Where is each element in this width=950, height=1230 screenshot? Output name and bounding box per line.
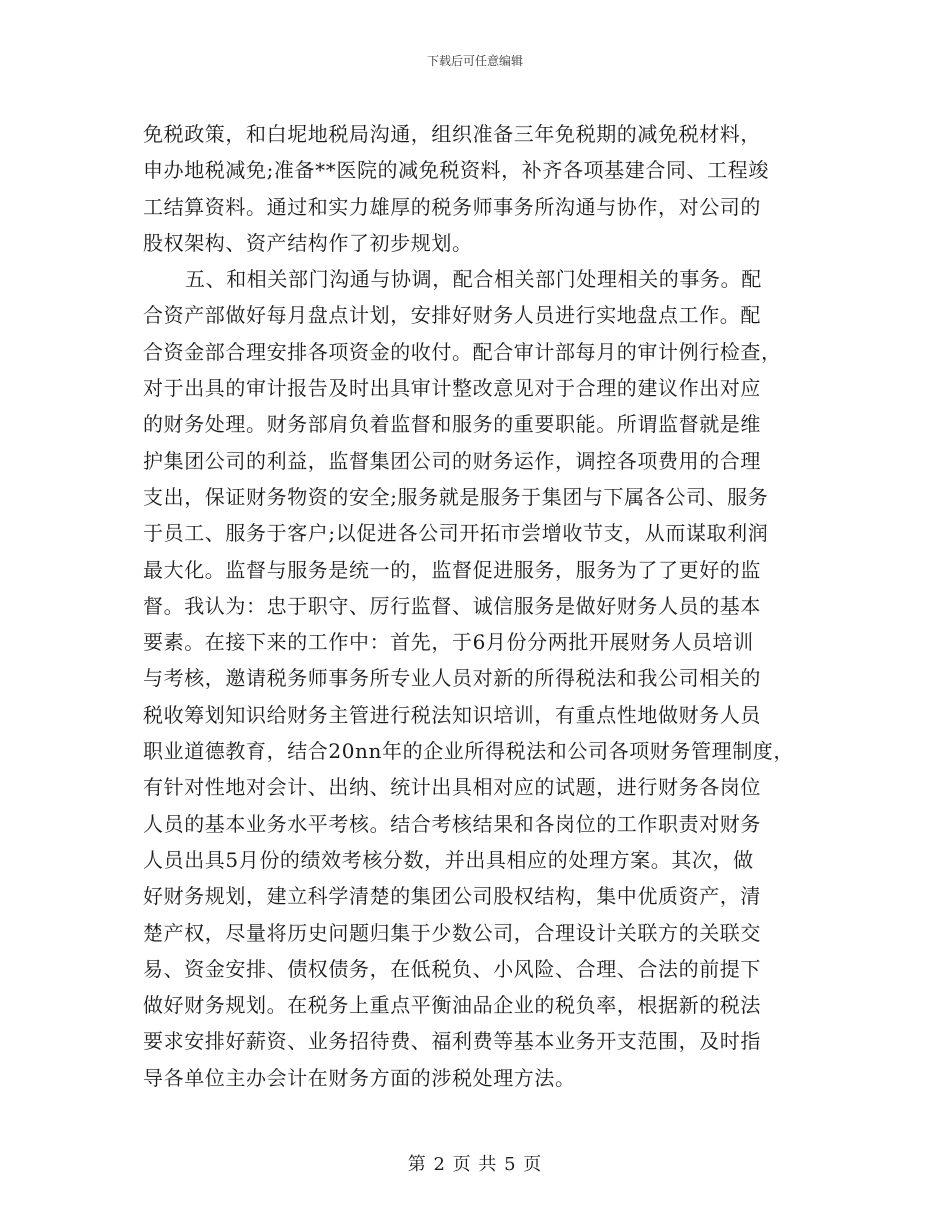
text-line: 人员的基本业务水平考核。结合考核结果和各岗位的工作职责对财务 <box>143 811 761 836</box>
text-line: 的财务处理。财务部肩负着监督和服务的重要职能。所谓监督就是维 <box>143 412 761 437</box>
text-line: 申办地税减免;准备**医院的减免税资料，补齐各项基建合同、工程竣 <box>143 158 769 183</box>
text-line: 有针对性地对会计、出纳、统计出具相对应的试题，进行财务各岗位 <box>143 775 761 800</box>
text-line: 要素。在接下来的工作中：首先，于6月份分两批开展财务人员培训 <box>143 630 754 655</box>
text-line: 支出，保证财务物资的安全;服务就是服务于集团与下属各公司、服务 <box>143 484 769 509</box>
text-line: 督。我认为：忠于职守、厉行监督、诚信服务是做好财务人员的基本 <box>143 593 761 618</box>
text-line: 人员出具5月份的绩效考核分数，并出具相应的处理方案。其次，做 <box>143 847 754 872</box>
page-number: 第 2 页 共 5 页 <box>407 1154 543 1175</box>
text-line: 与考核，邀请税务师事务所专业人员对新的所得税法和我公司相关的 <box>143 666 761 691</box>
text-line: 税收筹划知识给财务主管进行税法知识培训，有重点性地做财务人员 <box>143 702 761 727</box>
document-body <box>143 116 808 1096</box>
text-line: 合资金部合理安排各项资金的收付。配合审计部每月的审计例行检查， <box>143 339 782 364</box>
text-line: 易、资金安排、债权债务，在低税负、小风险、合理、合法的前提下 <box>143 956 761 981</box>
text-line: 护集团公司的利益，监督集团公司的财务运作，调控各项费用的合理 <box>143 448 761 473</box>
paragraph-start-line: 五、和相关部门沟通与协调，配合相关部门处理相关的事务。配 <box>185 267 762 292</box>
text-line: 楚产权，尽量将历史问题归集于少数公司，合理设计关联方的关联交 <box>143 920 761 945</box>
text-line: 免税政策，和白坭地税局沟通，组织准备三年免税期的减免税材料， <box>143 122 761 146</box>
text-line: 合资产部做好每月盘点计划，安排好财务人员进行实地盘点工作。配 <box>143 303 761 328</box>
page-header-note: 下载后可任意编辑 <box>426 54 523 68</box>
text-line: 职业道德教育，结合20nn年的企业所得税法和公司各项财务管理制度， <box>143 739 795 764</box>
text-line: 对于出具的审计报告及时出具审计整改意见对于合理的建议作出对应 <box>143 376 761 401</box>
text-line: 最大化。监督与服务是统一的，监督促进服务，服务为了了更好的监 <box>143 557 761 582</box>
text-line: 导各单位主办会计在财务方面的涉税处理方法。 <box>143 1065 576 1090</box>
text-line: 工结算资料。通过和实力雄厚的税务师事务所沟通与协作，对公司的 <box>143 194 761 219</box>
text-line: 股权架构、资产结构作了初步规划。 <box>143 230 473 255</box>
text-line: 做好财务规划。在税务上重点平衡油品企业的税负率，根据新的税法 <box>143 993 761 1018</box>
text-line: 好财务规划，建立科学清楚的集团公司股权结构，集中优质资产，清 <box>143 884 761 909</box>
text-line: 于员工、服务于客户;以促进各公司开拓市尝增收节支，从而谋取利润 <box>143 521 769 546</box>
text-line: 要求安排好薪资、业务招待费、福利费等基本业务开支范围，及时指 <box>143 1029 761 1054</box>
